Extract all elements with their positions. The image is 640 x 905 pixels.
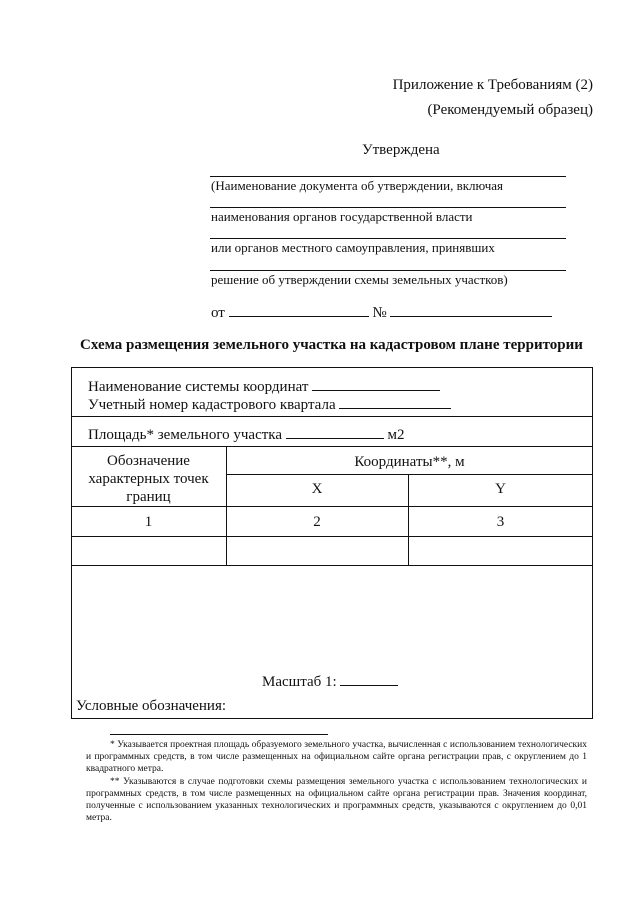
scale-label: Масштаб 1:	[262, 674, 337, 690]
scale-row	[262, 671, 398, 691]
approval-line-1: (Наименование документа об утверждении, включая	[211, 178, 504, 193]
points-header-line-3: границ	[126, 489, 171, 505]
footnote-separator	[110, 734, 328, 735]
document-title: Схема размещения земельного участка на кадастровом плане территории	[80, 337, 583, 353]
area-unit: м2	[387, 427, 405, 443]
footnote-2: ** Указываются в случае подготовки схемы размещения земельного участка с использованием технологических и программных средств, в том числе размещенных на официальном сайте органа регистрации прав. Значения координат, полученные с использованием указанных технологических и программных средств, указываются с округлением до 0,01 метра.	[86, 777, 587, 823]
area-label: Площадь* земельного участка	[88, 427, 282, 443]
table-divider	[71, 446, 593, 447]
cadastral-blank	[339, 394, 451, 409]
legend-label: Условные обозначения:	[76, 698, 227, 714]
cadastral-row	[88, 394, 451, 414]
approval-line-3: или органов местного самоуправления, принявших	[211, 240, 495, 255]
date-blank	[229, 302, 369, 317]
table-divider	[71, 506, 593, 507]
number-blank	[390, 302, 552, 317]
sample-label: (Рекомендуемый образец)	[427, 102, 593, 118]
scale-blank	[340, 671, 398, 686]
footnote-1: * Указывается проектная площадь образуемого земельного участка, вычисленная с использованием технологических и программных средств, в том числе размещенных на официальном сайте органа регистрации прав, с округлением до 1 квадратного метра.	[86, 740, 587, 774]
appendix-label: Приложение к Требованиям (2)	[392, 77, 593, 93]
col-number-3: 3	[496, 514, 505, 530]
col-number-1: 1	[144, 514, 153, 530]
cadastral-label: Учетный номер кадастрового квартала	[88, 397, 336, 413]
table-divider	[71, 536, 593, 537]
area-row	[88, 424, 405, 444]
points-header-line-2: характерных точек	[88, 471, 209, 487]
from-label: от	[211, 305, 225, 321]
blank-line	[210, 207, 566, 208]
approved-label: Утверждена	[362, 142, 440, 158]
coords-header: Координаты**, м	[354, 454, 465, 470]
approval-line-4: решение об утверждении схемы земельных участков)	[211, 272, 508, 287]
blank-line	[210, 176, 566, 177]
table-divider	[71, 416, 593, 417]
table-divider	[71, 565, 593, 566]
number-label: №	[372, 305, 387, 321]
blank-line	[210, 238, 566, 239]
points-header	[71, 452, 226, 506]
col-number-2: 2	[313, 514, 321, 530]
col-y-header: Y	[495, 481, 506, 497]
blank-line	[210, 270, 566, 271]
coord-system-blank	[312, 376, 440, 391]
area-blank	[286, 424, 384, 439]
table-divider	[226, 474, 593, 475]
coord-system-row	[88, 376, 440, 396]
scheme-table	[71, 367, 593, 719]
approval-line-2: наименования органов государственной власти	[211, 209, 473, 224]
col-x-header: X	[311, 481, 323, 497]
points-header-line-1: Обозначение	[107, 453, 190, 469]
date-number-row	[211, 302, 552, 322]
coord-system-label: Наименование системы координат	[88, 379, 309, 395]
